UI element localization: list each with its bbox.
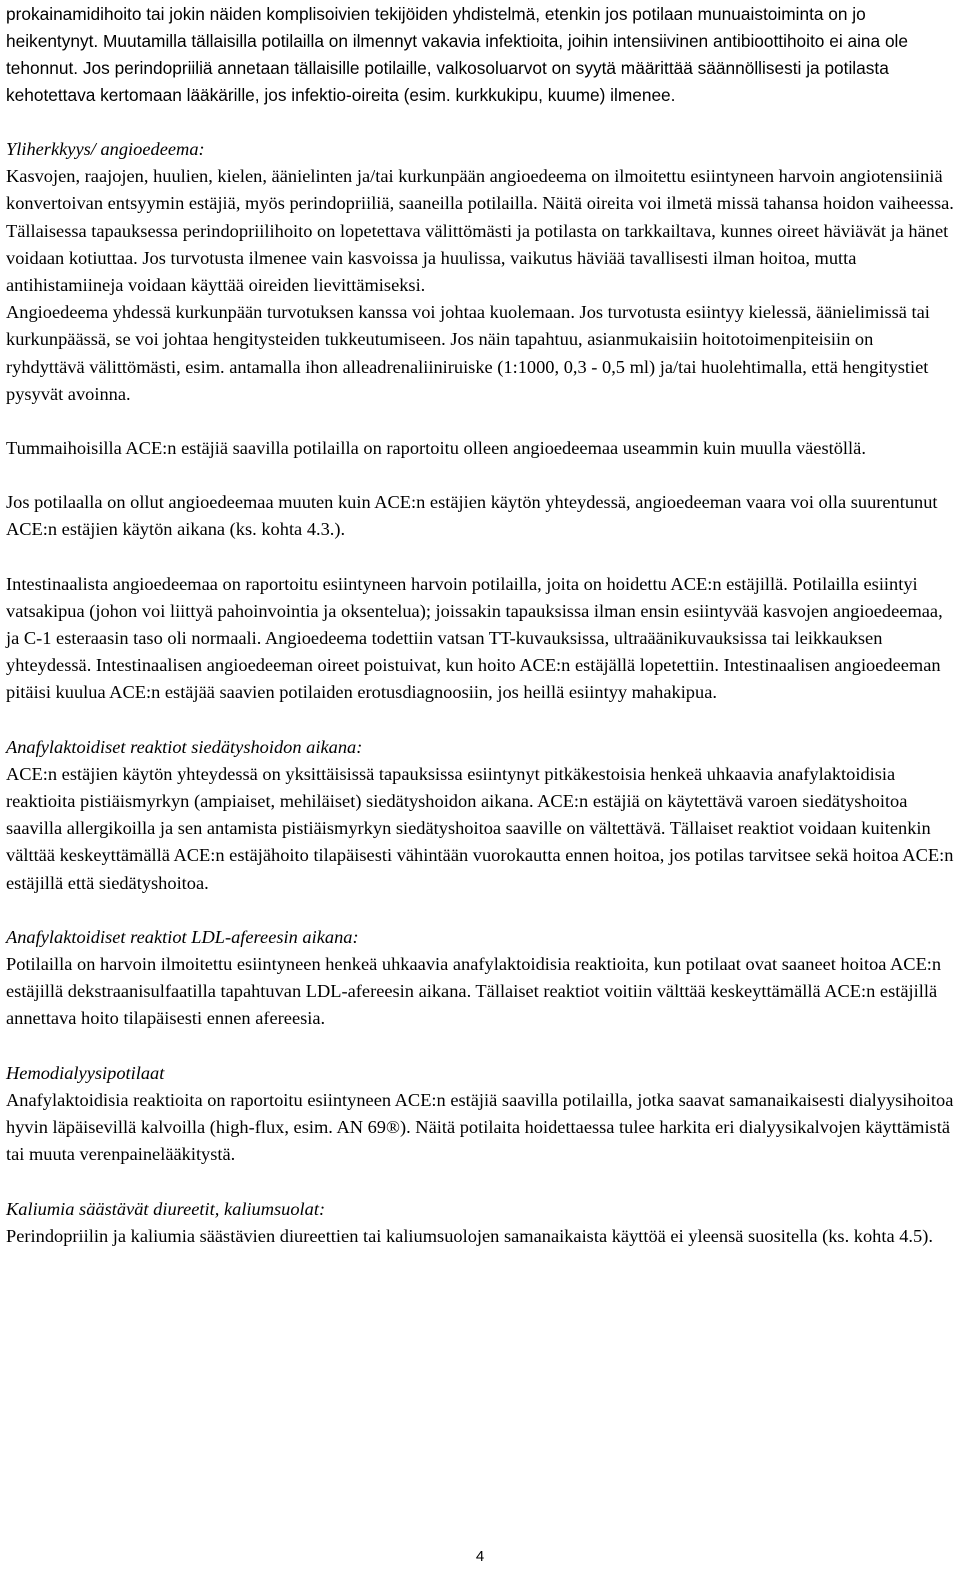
spacer <box>6 462 956 489</box>
angioedema-paragraph-1: Kasvojen, raajojen, huulien, kielen, äänielinten ja/tai kurkunpään angioedeema on ilmoitettu esiintyneen harvoin angiotensiiniä konvertoivan entsyymin estäjiä, myös perindopriiliä, saaneilla potilailla. Näitä oireita voi ilmetä missä tahansa hoidon vaiheessa. Tällaisessa tapauksessa perindopriilihoito on lopetettava välittömästi ja potilasta on tarkkailtava, kunnes oireet häviävät ja hänet voidaan kotiuttaa. Jos turvotusta ilmenee vain kasvoissa ja huulissa, vaikutus häviää tavallisesti ilman hoitoa, mutta antihistamiineja voidaan käyttää oireiden lievittämiseksi. <box>6 166 954 296</box>
potassium-heading: Kaliumia säästävät diureetit, kaliumsuolat: <box>6 1198 326 1219</box>
spacer <box>6 109 956 136</box>
desensitization-paragraph: ACE:n estäjien käytön yhteydessä on yksittäisissä tapauksissa esiintynyt pitkäkestoisia henkeä uhkaavia anafylaktoidisia reaktioita pistiäismyrkyn (ampiaiset, mehiläiset) siedätyshoidon aikana. ACE:n estäjiä on käytettävä varoen siedätyshoitoa saavilla allergikoilla ja sen antamista pistiäismyrkyn siedätyshoitoa saaville on vältettävä. Tällaiset reaktiot voidaan kuitenkin välttää keskeyttämällä ACE:n estäjähoito tilapäisesti vähintään vuorokautta ennen hoitoa, jos potilas tarvitsee sekä hoitoa ACE:n estäjillä että siedätyshoitoa. <box>6 763 954 893</box>
angioedema-paragraph-2: Angioedeema yhdessä kurkunpään turvotuksen kanssa voi johtaa kuolemaan. Jos turvotusta esiintyy kielessä, äänielimissä tai kurkunpäässä, se voi johtaa hengitysteiden tukkeutumiseen. Jos näin tapahtuu, asianmukaisiin hoitotoimenpiteisiin on ryhdyttävä välittömästi, esim. antamalla ihon alleadrenaliiniruiske (1:1000, 0,3 - 0,5 ml) ja/tai huolehtimalla, että hengitystiet pysyvät avoinna. <box>6 302 930 404</box>
potassium-paragraph: Perindopriilin ja kaliumia säästävien diureettien tai kaliumsuolojen samanaikaista käyttöä ei yleensä suositella (ks. kohta 4.5). <box>6 1225 933 1246</box>
spacer <box>6 707 956 734</box>
ldl-apheresis-heading: Anafylaktoidiset reaktiot LDL-afereesin aikana: <box>6 926 359 947</box>
spacer <box>6 544 956 571</box>
spacer <box>6 1169 956 1196</box>
hemodialysis-paragraph: Anafylaktoidisia reaktioita on raportoitu esiintyneen ACE:n estäjiä saavilla potilailla, jotka saavat samanaikaisesti dialyysihoitoa hyvin läpäisevillä kalvoilla (high-flux, esim. AN 69®). Näitä potilaita hoidettaessa tulee harkita eri dialyysikalvojen käyttämistä tai muuta verenpainelääkitystä. <box>6 1089 954 1165</box>
angioedema-paragraph-3: Tummaihoisilla ACE:n estäjiä saavilla potilailla on raportoitu olleen angioedeemaa useammin kuin muulla väestöllä. <box>6 438 866 459</box>
page-number: 4 <box>475 1548 485 1565</box>
hemodialysis-heading: Hemodialyysipotilaat <box>6 1062 165 1083</box>
intestinal-angioedema-paragraph: Intestinaalista angioedeemaa on raportoitu esiintyneen harvoin potilailla, joita on hoidettu ACE:n estäjillä. Potilailla esiintyi vatsakipua (johon voi liittyä pahoinvointia ja oksentelua); joissakin tapauksissa ilman ensin esiintyvää kasvojen angioedeemaa, ja C-1 esteraasin taso oli normaali. Angioedeema todettiin vatsan TT-kuvauksissa, ultraäänikuvauksissa tai leikkauksen yhteydessä. Intestinaalisen angioedeeman oireet poistuivat, kun hoito ACE:n estäjällä lopetettiin. Intestinaalisen angioedeeman pitäisi kuulua ACE:n estäjää saavien potilaiden erotusdiagnoosiin, jos heillä esiintyy mahakipua. <box>6 573 943 703</box>
spacer <box>6 1033 956 1060</box>
desensitization-heading: Anafylaktoidiset reaktiot siedätyshoidon aikana: <box>6 736 363 757</box>
spacer <box>6 897 956 924</box>
intro-paragraph: prokainamidihoito tai jokin näiden komplisoivien tekijöiden yhdistelmä, etenkin jos potilaan munuaistoiminta on jo heikentynyt. Muutamilla tällaisilla potilailla on ilmennyt vakavia infektioita, joihin intensiivinen antibioottihoito ei aina ole tehonnut. Jos perindopriiliä annetaan tällaisille potilaille, valkosoluarvot on syytä määrittää säännöllisesti ja potilasta kehotettava kertomaan lääkärille, jos infektio-oireita (esim. kurkkukipu, kuume) ilmenee. <box>6 4 909 105</box>
angioedema-heading: Yliherkkyys/ angioedeema: <box>6 139 205 159</box>
spacer <box>6 408 956 435</box>
ldl-apheresis-paragraph: Potilailla on harvoin ilmoitettu esiintyneen henkeä uhkaavia anafylaktoidisia reaktioita, kun potilaat ovat saaneet hoitoa ACE:n estäjillä dekstraanisulfaatilla tapahtuvan LDL-afereesin aikana. Tällaiset reaktiot voitiin välttää keskeyttämällä ACE:n estäjillä annettava hoito tilapäisesti ennen afereesia. <box>6 954 942 1029</box>
angioedema-paragraph-4: Jos potilaalla on ollut angioedeemaa muuten kuin ACE:n estäjien käytön yhteydessä, angioedeeman vaara voi olla suurentunut ACE:n estäjien käytön aikana (ks. kohta 4.3.). <box>6 492 938 540</box>
